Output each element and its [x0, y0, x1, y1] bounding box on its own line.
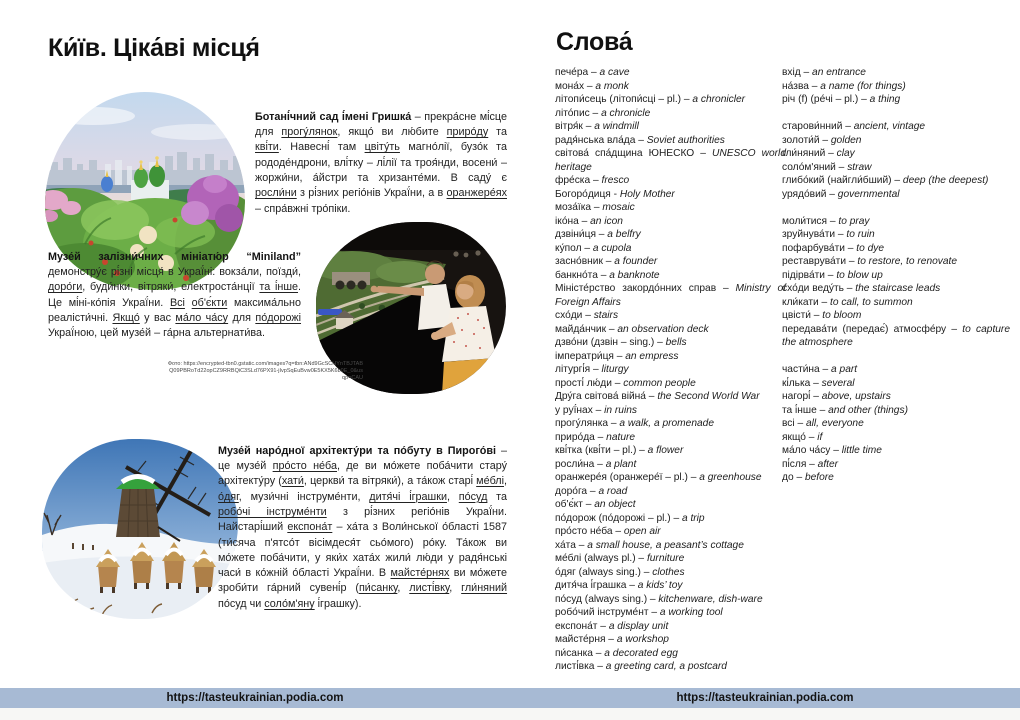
- vocab-entry: о́дяг (always sing.) – clothes: [555, 566, 685, 578]
- vocab-entry: пі́сля – after: [782, 458, 839, 470]
- vocab-entry: вітря́к – a windmill: [555, 121, 639, 132]
- vocab-entry: моли́тися – to pray: [782, 215, 870, 227]
- vocab-entry: до – before: [782, 472, 834, 483]
- vocab-entry: моза́їка – mosaic: [555, 202, 635, 213]
- vocab-entry: Богоро́диця - Holy Mother: [555, 188, 675, 200]
- vocab-entry: зруйнува́ти – to ruin: [782, 229, 875, 240]
- vocab-entry: майсте́рня – a workshop: [555, 634, 669, 645]
- vocab-entry: робо́чий інструме́нт – a working tool: [555, 607, 723, 618]
- vocab-entry: річ (f) (ре́чі – pl.) – a thing: [782, 94, 901, 105]
- vocab-group-gap: [782, 350, 1010, 364]
- footer-bar: [0, 688, 1020, 708]
- vocab-entry: літо́пис – a chronicle: [555, 107, 651, 119]
- vocab-entry: на́зва – a name (for things): [782, 80, 906, 92]
- footer-url-right[interactable]: https://tasteukrainian.podia.com: [676, 692, 854, 704]
- vocab-entry: росли́на – a plant: [555, 458, 637, 470]
- vocab-entry: якщо́ – if: [782, 431, 823, 443]
- vocab-entry: гли́няний – clay: [782, 148, 855, 159]
- vocab-entry: дзвіни́ця – a belfry: [555, 229, 641, 240]
- vocab-entry: майда́нчик – an observation deck: [555, 323, 709, 335]
- vocab-entry: доро́га – a road: [555, 485, 628, 497]
- vocab-entry: части́на – a part: [782, 364, 858, 375]
- vocab-entry: дзво́ни (дзвін – sing.) – bells: [555, 337, 687, 348]
- footer-url-left[interactable]: https://tasteukrainian.podia.com: [166, 692, 344, 704]
- toy-train: [318, 309, 342, 315]
- vocab-entry: глибо́кий (найгли́бший) – deep (the deepest): [782, 175, 989, 186]
- vocab-entry: банкно́та – a banknote: [555, 269, 660, 281]
- footer-strip: [0, 708, 1020, 720]
- vocab-entry: пече́ра – a cave: [555, 67, 630, 78]
- photo-credit: Фото: https://encrypted-tbn0.gstatic.com/images?q=tbn:ANd9GcSCHYnTBJTABQ09PBRoTd22opCZ9RRBQiC3SLd76PX91-jIvpSqEuBvw0E5KX5K6b0E_0&usqp=CAU: [167, 361, 363, 381]
- vocab-entry: літургі́я – liturgy: [555, 364, 629, 375]
- vocab-entry: прості́ лю́ди – common people: [555, 377, 696, 389]
- vocab-entry: пи́санка – a decorated egg: [555, 647, 678, 659]
- vocab-entry: іко́на – an icon: [555, 215, 623, 227]
- vocab-entry: об'є́кт – an object: [555, 499, 636, 510]
- vocab-group-gap: [782, 201, 1010, 215]
- vocab-entry: золоти́й – golden: [782, 134, 862, 146]
- vocab-entry: та і́нше – and other (things): [782, 404, 908, 416]
- vocab-entry: кли́кати – to call, to summon: [782, 296, 913, 308]
- vocab-entry: радя́нська вла́да – Soviet authorities: [555, 134, 725, 146]
- vocab-entry: урядо́вий – governmental: [782, 188, 900, 200]
- vocab-entry: експона́т – a display unit: [555, 620, 669, 632]
- vocab-entry: по́дорож (по́дорожі – pl.) – a trip: [555, 512, 705, 524]
- vocab-entry: схо́ди веду́ть – the staircase leads: [782, 283, 941, 294]
- vocab-entry: вхід – an entrance: [782, 67, 866, 78]
- vocab-entry: нагорі́ – above, upstairs: [782, 391, 891, 402]
- yellow-skirt: [442, 358, 500, 394]
- vocab-entry: оранжере́я (оранжере́ї – pl.) – a greenhouse: [555, 472, 762, 483]
- vocab-group-gap: [782, 107, 1010, 121]
- vocab-entry: схо́ди – stairs: [555, 310, 619, 321]
- vocab-entry: реставрува́ти – to restore, to renovate: [782, 256, 958, 267]
- vocab-entry: дитя́ча і́грашка – a kids’ toy: [555, 580, 683, 591]
- viaduct-bridge: [332, 272, 370, 290]
- vocab-entry: ме́блі (always pl.) – furniture: [555, 553, 685, 564]
- vocab-entry: передава́ти (передає́) атмосфе́ру – to capture the atmosphere: [782, 323, 1010, 348]
- vocab-entry: фре́ска – fresco: [555, 175, 630, 186]
- vocab-entry: у руї́нах – in ruins: [555, 404, 637, 416]
- vocab-column-1: [555, 66, 786, 674]
- vocab-entry: про́сто не́ба – open air: [555, 526, 661, 537]
- vocab-entry: літопи́сець (літопи́сці – pl.) – a chronicler: [555, 94, 746, 105]
- vocab-entry: світова́ спа́дщина ЮНЕСКО – UNESCO world heritage: [555, 148, 786, 173]
- vocab-entry: підірва́ти – to blow up: [782, 269, 883, 281]
- pyrohiv-illustration: [42, 439, 238, 619]
- botanical-garden-paragraph: Ботані́чний сад і́мені Гришка́ – прекра́сне мі́сце для прогу́лянок, якщо́ ви лю́бите приро́ду та кві́ти. Навесні́ там цвіту́ть магно́лії, бузо́к та рододе́ндрони, влі́тку – лі́лії та троя́нди, восени́ – жоржи́ни, а́йстри та хризанте́ми. В саду́ є росли́ни з рі́зних регіо́нів Украї́ни, а в оранжере́ях – спра́вжні тро́піки.: [255, 110, 507, 215]
- pyrohiv-paragraph: Музе́й наро́дної архітекту́ри та по́буту в Пирого́ві – це музе́й про́сто не́ба, де ви мо́жете поба́чити стару́ архітекту́ру (хати́, церкви́ та вітряки́), а та́кож старі́ ме́блі, о́дяг, музи́чні інструме́нти, дитя́чі і́грашки, по́суд та робо́чі інструме́нти з рі́зних регіо́нів Украї́ни. Найстарі́ший експона́т – ха́та з Воли́нської о́бласті 1587 (ти́сяча п'ятсо́т вісімдеся́т сьо́мого) ро́ку. Та́кож ви мо́жете поба́чити, у яки́х хата́х жили́ лю́ди у радя́нські часи́ в ко́жній о́бласті Украї́ни. В майсте́рнях ви мо́жете зроби́ти га́рний сувені́р (пи́санку, листі́вку, гли́няний по́суд чи соло́м'яну і́грашку).: [218, 444, 508, 610]
- vocab-entry: ха́та – a small house, a peasant’s cottage: [555, 539, 744, 551]
- vocab-entry: імператри́ця – an empress: [555, 350, 679, 362]
- vocab-entry: ма́ло ча́су – little time: [782, 445, 882, 456]
- vocab-entry: приро́да – nature: [555, 431, 636, 443]
- vocab-entry: засно́вник – a founder: [555, 256, 658, 267]
- vocab-entry: пофарбува́ти – to dye: [782, 242, 885, 254]
- vocab-entry: цвісти́ – to bloom: [782, 310, 862, 321]
- page-title-kyiv: Ки́їв. Ціка́ві місця́: [48, 34, 260, 62]
- vocab-entry: кі́лька – several: [782, 377, 855, 389]
- vocab-entry: Дру́га світова́ війна́ – the Second World War: [555, 391, 760, 402]
- miniland-paragraph: Музе́й залізни́чних мініатю́р “Miniland” демонстру́є рі́зні місця́ в Украї́ні: вокза́ли, поїзди́, доро́ги, буди́нки, вітряки́, електроста́нції та і́нше. Це мі́ні-ко́пія Украї́ни. Всі об'є́кти максима́льно реалісти́чні. Якщо́ у вас ма́ло ча́су для по́дорожі Украї́ною, цей музе́й – га́рна альтернати́ва.: [48, 250, 302, 340]
- vocab-entry: ку́пол – a cupola: [555, 242, 632, 254]
- vocab-entry: кві́тка (кві́ти – pl.) – a flower: [555, 445, 684, 456]
- vocab-entry: прогу́лянка – a walk, a promenade: [555, 418, 714, 429]
- vocab-entry: всі – all, everyone: [782, 418, 864, 429]
- vocab-column-2: [782, 66, 1010, 485]
- vocab-entry: мона́х – a monk: [555, 80, 629, 92]
- page-title-vocabulary: Слова́: [556, 28, 633, 56]
- vocab-entry: листі́вка – a greeting card, a postcard: [555, 661, 727, 672]
- pyrohiv-photo: [42, 439, 238, 619]
- vocab-entry: старови́нний – ancient, vintage: [782, 121, 926, 132]
- vocab-entry: по́суд (always sing.) – kitchenware, dish-ware: [555, 593, 763, 605]
- vocab-entry: Міністе́рство закордо́нних справ – Ministry of Foreign Affairs: [555, 283, 786, 308]
- vocab-entry: соло́м'яний – straw: [782, 161, 872, 173]
